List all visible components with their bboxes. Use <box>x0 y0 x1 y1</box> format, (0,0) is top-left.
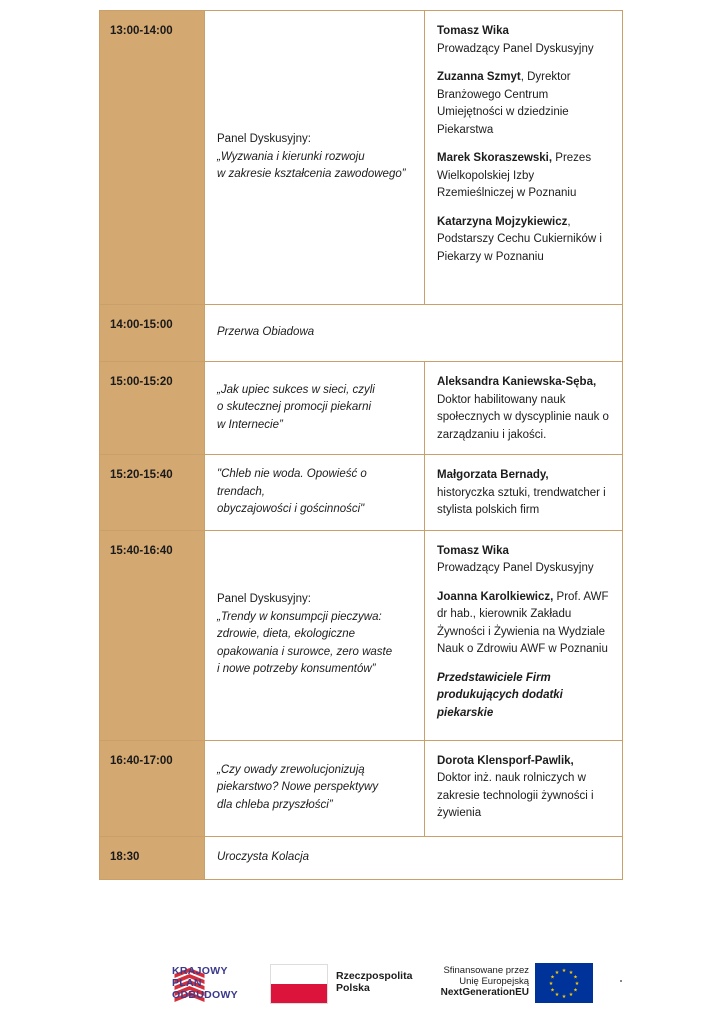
time-cell: 15:40-16:40 <box>100 530 205 740</box>
speaker <box>437 374 612 444</box>
speaker-name: Dorota Klensporf-Pawlik, <box>437 754 574 767</box>
time-cell: 18:30 <box>100 836 205 879</box>
speaker-name: Joanna Karolkiewicz, <box>437 590 554 603</box>
rp-line: Rzeczpospolita <box>336 970 413 982</box>
topic-cell <box>205 740 425 836</box>
speaker-desc: Prowadzący Panel Dyskusyjny <box>437 562 594 574</box>
topic-cell <box>205 455 425 531</box>
topic-text: "Chleb nie woda. Opowieść o trendach, obyczajowości i gościnności" <box>217 468 367 515</box>
speaker <box>437 23 612 58</box>
topic-cell <box>205 11 425 305</box>
svg-text:★: ★ <box>554 992 560 998</box>
speaker <box>437 69 612 139</box>
speaker-name: Katarzyna Mojzykiewicz <box>437 215 568 228</box>
svg-text:★: ★ <box>554 970 560 976</box>
svg-text:★: ★ <box>568 992 574 998</box>
topic-text <box>205 591 424 679</box>
topic-text <box>205 131 424 184</box>
time-cell: 16:40-17:00 <box>100 740 205 836</box>
svg-text:★: ★ <box>550 974 555 981</box>
kpo-line: KRAJOWY <box>172 965 228 977</box>
speakers-cell <box>425 11 623 305</box>
speakers-cell <box>425 740 623 836</box>
speaker <box>437 753 612 823</box>
time-cell: 15:00-15:20 <box>100 362 205 455</box>
speaker-name: Aleksandra Kaniewska-Sęba, <box>437 376 597 388</box>
speaker-desc: historyczka sztuki, trendwatcher i stylista polskich firm <box>437 486 606 516</box>
table-row <box>100 455 623 531</box>
speakers-cell <box>425 362 623 455</box>
speaker-name: Tomasz Wika <box>437 544 509 557</box>
topic-cell <box>205 530 425 740</box>
topic-label: Panel Dyskusyjny: <box>217 593 311 606</box>
kpo-line: ODBUDOWY <box>172 989 238 1001</box>
svg-text:★: ★ <box>548 981 554 987</box>
speaker <box>437 150 612 203</box>
speaker-desc: Doktor inż. nauk rolniczych w zakresie technologii żywności i żywienia <box>437 772 594 819</box>
svg-text:★: ★ <box>568 970 574 976</box>
rp-text <box>336 970 412 994</box>
svg-text:★: ★ <box>573 987 578 994</box>
speaker-name: Małgorzata Bernady, <box>437 469 549 481</box>
poland-flag-icon <box>270 964 328 1004</box>
speakers-cell <box>425 455 623 531</box>
topic-cell <box>205 362 425 455</box>
merged-cell: Uroczysta Kolacja <box>205 836 623 879</box>
table-row <box>100 836 623 879</box>
speaker <box>437 589 612 659</box>
speaker-desc: , Podstarszy Cechu Cukierników i Piekarzy w Poznaniu <box>437 215 602 263</box>
time-cell: 13:00-14:00 <box>100 11 205 305</box>
schedule-table <box>99 10 623 880</box>
eu-line: Unię Europejską <box>459 976 529 987</box>
eu-line: NextGenerationEU <box>440 987 529 998</box>
svg-text:★: ★ <box>574 981 580 987</box>
eu-funding-text <box>433 965 529 998</box>
speaker-desc: Prezes Wielkopolskiej Izby Rzemieślniczej w Poznaniu <box>437 152 592 199</box>
eu-flag-icon <box>535 963 593 1003</box>
speaker-name: Marek Skoraszewski, <box>437 152 553 164</box>
time-cell: 14:00-15:00 <box>100 305 205 362</box>
eu-line: Sfinansowane przez <box>443 965 529 976</box>
topic-label: Panel Dyskusyjny: <box>217 133 311 146</box>
table-row <box>100 740 623 836</box>
speaker <box>437 543 612 578</box>
kpo-text <box>172 965 238 1001</box>
svg-text:★: ★ <box>561 968 567 974</box>
speakers-cell <box>425 530 623 740</box>
speaker-desc: Doktor habilitowany nauk społecznych w dyscyplinie nauk o zarządzaniu i jakości. <box>437 393 609 441</box>
topic-title: „Trendy w konsumpcji pieczywa: zdrowie, dieta, ekologiczne opakowania i surowce, zero waste i nowe potrzeby konsumentów” <box>217 610 393 676</box>
svg-text:★: ★ <box>561 994 567 1000</box>
time-cell: 15:20-15:40 <box>100 455 205 531</box>
speaker-name: Tomasz Wika <box>437 25 509 37</box>
footer-logos <box>0 958 724 1008</box>
speaker-desc: Prof. AWF dr hab., kierownik Zakładu Żywności i Żywienia na Wydziale Nauk o Zdrowiu AWF w Poznaniu <box>437 590 609 655</box>
topic-title: „Wyzwania i kierunki rozwoju w zakresie kształcenia zawodowego” <box>217 150 406 181</box>
topic-text: „Czy owady zrewolucjonizują piekarstwo? Nowe perspektywy dla chleba przyszłości” <box>217 763 379 811</box>
topic-text: „Jak upiec sukces w sieci, czyli o skutecznej promocji piekarni w Internecie” <box>217 383 375 431</box>
speaker-desc: , Dyrektor Branżowego Centrum Umiejętności w dziedzinie Piekarstwa <box>437 71 571 136</box>
speaker-companies: Przedstawiciele Firm produkujących dodatki piekarskie <box>437 671 563 719</box>
speaker <box>437 214 612 267</box>
table-row <box>100 11 623 305</box>
speaker-desc: Prowadzący Panel Dyskusyjny <box>437 42 594 55</box>
kpo-line: PLAN <box>172 977 202 989</box>
table-row <box>100 530 623 740</box>
speaker-name: Zuzanna Szmyt <box>437 71 521 83</box>
rp-line: Polska <box>336 982 370 994</box>
svg-text:★: ★ <box>550 987 555 994</box>
merged-cell: Przerwa Obiadowa <box>205 305 623 362</box>
table-row <box>100 305 623 362</box>
svg-text:★: ★ <box>573 974 578 981</box>
page-dot <box>620 980 622 982</box>
speaker <box>437 467 612 520</box>
table-row <box>100 362 623 455</box>
